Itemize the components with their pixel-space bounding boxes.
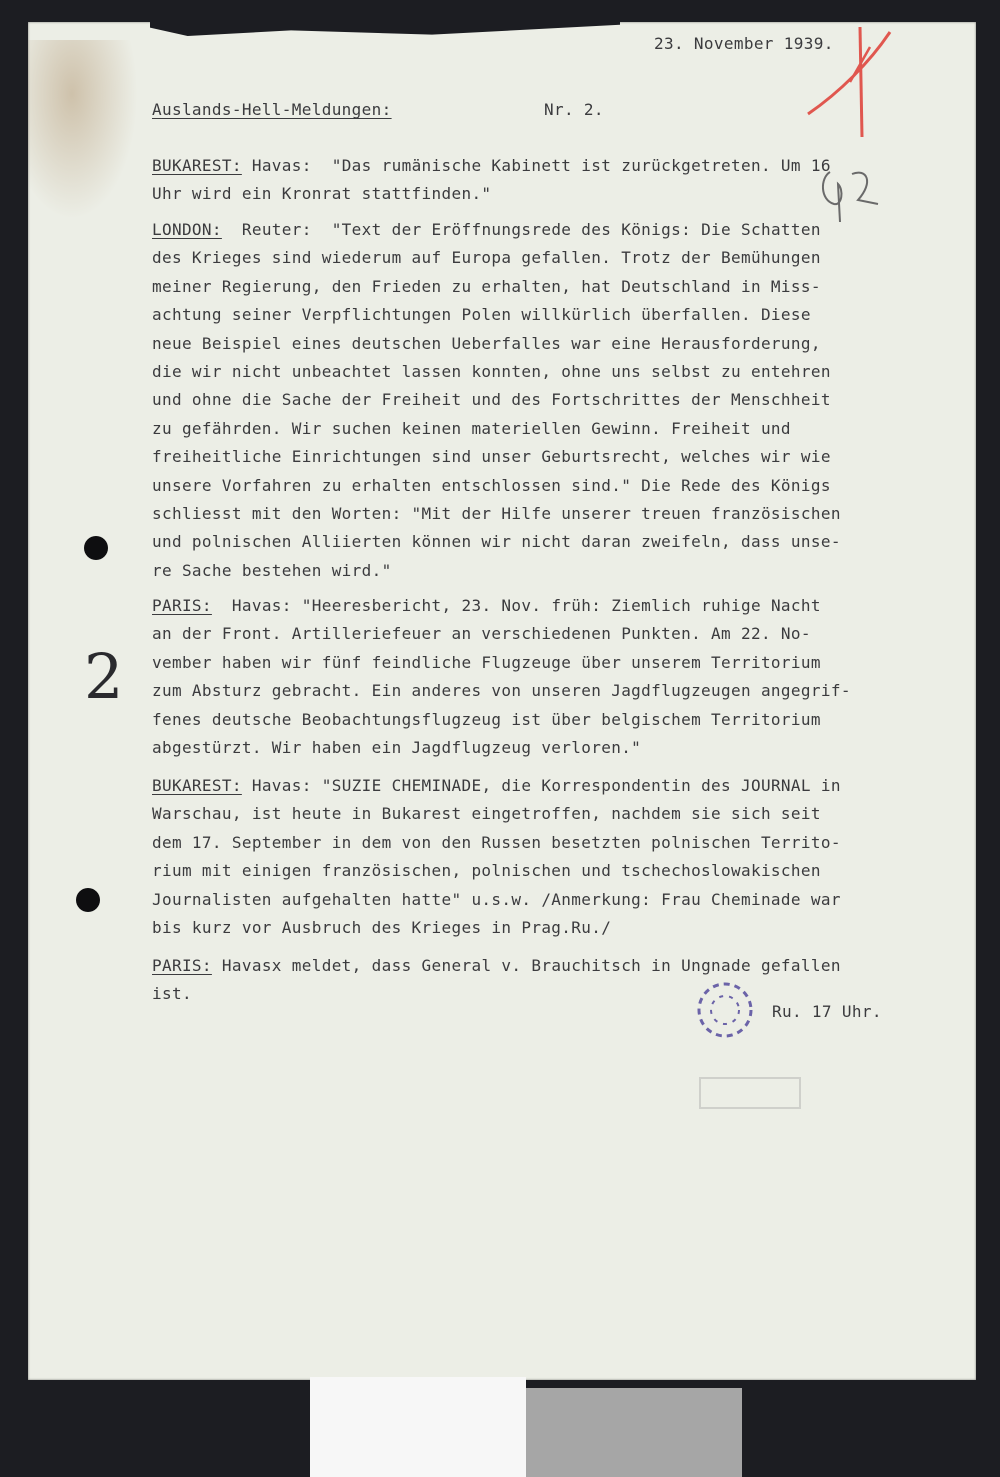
paper-stain (28, 40, 138, 220)
paragraph-line: Havas: "SUZIE CHEMINADE, die Korrespondentin des JOURNAL in (251, 776, 841, 795)
paragraph-line: Warschau, ist heute in Bukarest eingetroffen, nachdem sie sich seit (152, 804, 821, 824)
paragraph-line: fenes deutsche Beobachtungsflugzeug ist über belgischem Territorium (152, 709, 821, 729)
paragraph-source: BUKAREST: (152, 156, 242, 175)
paragraph-paris-brauchitsch (152, 952, 841, 1009)
paragraph-line: achtung seiner Verpflichtungen Polen willkürlich überfallen. Diese (152, 305, 811, 325)
paragraph-line: bis kurz vor Ausbruch des Krieges in Prag.Ru./ (152, 918, 612, 938)
paragraph-line: abgestürzt. Wir haben ein Jagdflugzeug verloren." (152, 738, 642, 758)
paragraph-line: und ohne die Sache der Freiheit und des Fortschrittes der Menschheit (152, 390, 831, 410)
faint-stamp-icon (696, 1070, 806, 1120)
paragraph-line: Uhr wird ein Kronrat stattfinden." (152, 184, 492, 204)
paragraph-source: LONDON: (152, 220, 222, 239)
paragraph-line: Reuter: "Text der Eröffnungsrede des Königs: Die Schatten (241, 220, 821, 239)
paragraph-source: PARIS: (152, 956, 212, 975)
document-heading: Auslands-Hell-Meldungen: (152, 100, 392, 119)
document-number: Nr. 2. (544, 100, 604, 119)
paragraph-line: unsere Vorfahren zu erhalten entschlossen sind." Die Rede des Königs (152, 475, 831, 495)
document-signature: Ru. 17 Uhr. (772, 1002, 882, 1021)
paragraph-line: Havasx meldet, dass General v. Brauchitsch in Ungnade gefallen (221, 956, 841, 975)
paragraph-line: des Krieges sind wiederum auf Europa gefallen. Trotz der Bemühungen (152, 248, 821, 268)
paragraph-london-speech (152, 216, 841, 585)
calibration-grey-patch (526, 1388, 742, 1477)
paragraph-line: ist. (152, 984, 192, 1004)
punch-hole-top (84, 536, 108, 560)
margin-number: 2 (84, 640, 124, 713)
paragraph-line: meiner Regierung, den Frieden zu erhalten, hat Deutschland in Miss- (152, 276, 821, 296)
paragraph-line: re Sache bestehen wird." (152, 560, 392, 580)
paragraph-line: und polnischen Alliierten können wir nicht daran zweifeln, dass unse- (152, 532, 841, 552)
paragraph-line: Havas: "Das rumänische Kabinett ist zurückgetreten. Um 16 (251, 156, 831, 175)
punch-hole-bottom (76, 888, 100, 912)
paragraph-line: zum Absturz gebracht. Ein anderes von unseren Jagdflugzeugen angegrif- (152, 681, 851, 701)
paragraph-line: Journalisten aufgehalten hatte" u.s.w. /Anmerkung: Frau Cheminade war (152, 889, 841, 909)
paragraph-line: dem 17. September in dem von den Russen besetzten polnischen Territo- (152, 832, 841, 852)
paragraph-line: neue Beispiel eines deutschen Ueberfalles war eine Herausforderung, (152, 333, 821, 353)
paragraph-line: vember haben wir fünf feindliche Flugzeuge über unserem Territorium (152, 652, 821, 672)
paragraph-paris-army-report (152, 592, 851, 762)
paragraph-line: zu gefährden. Wir suchen keinen materiellen Gewinn. Freiheit und (152, 418, 791, 438)
paragraph-line: freiheitliche Einrichtungen sind unser Geburtsrecht, welches wir wie (152, 447, 831, 467)
document-date: 23. November 1939. (654, 34, 834, 53)
paragraph-bukarest-correspondent (152, 772, 841, 942)
paragraph-line: an der Front. Artilleriefeuer an verschiedenen Punkten. Am 22. No- (152, 624, 811, 644)
paragraph-source: BUKAREST: (152, 776, 242, 795)
paragraph-line: schliesst mit den Worten: "Mit der Hilfe unserer treuen französischen (152, 504, 841, 524)
calibration-white-patch (310, 1377, 526, 1477)
paragraph-line: Havas: "Heeresbericht, 23. Nov. früh: Ziemlich ruhige Nacht (231, 596, 821, 615)
paragraph-bukarest-cabinet (152, 152, 831, 209)
paragraph-line: rium mit einigen französischen, polnischen und tschechoslowakischen (152, 861, 821, 881)
paragraph-line: die wir nicht unbeachtet lassen konnten, ohne uns selbst zu entehren (152, 362, 831, 382)
paragraph-source: PARIS: (152, 596, 212, 615)
